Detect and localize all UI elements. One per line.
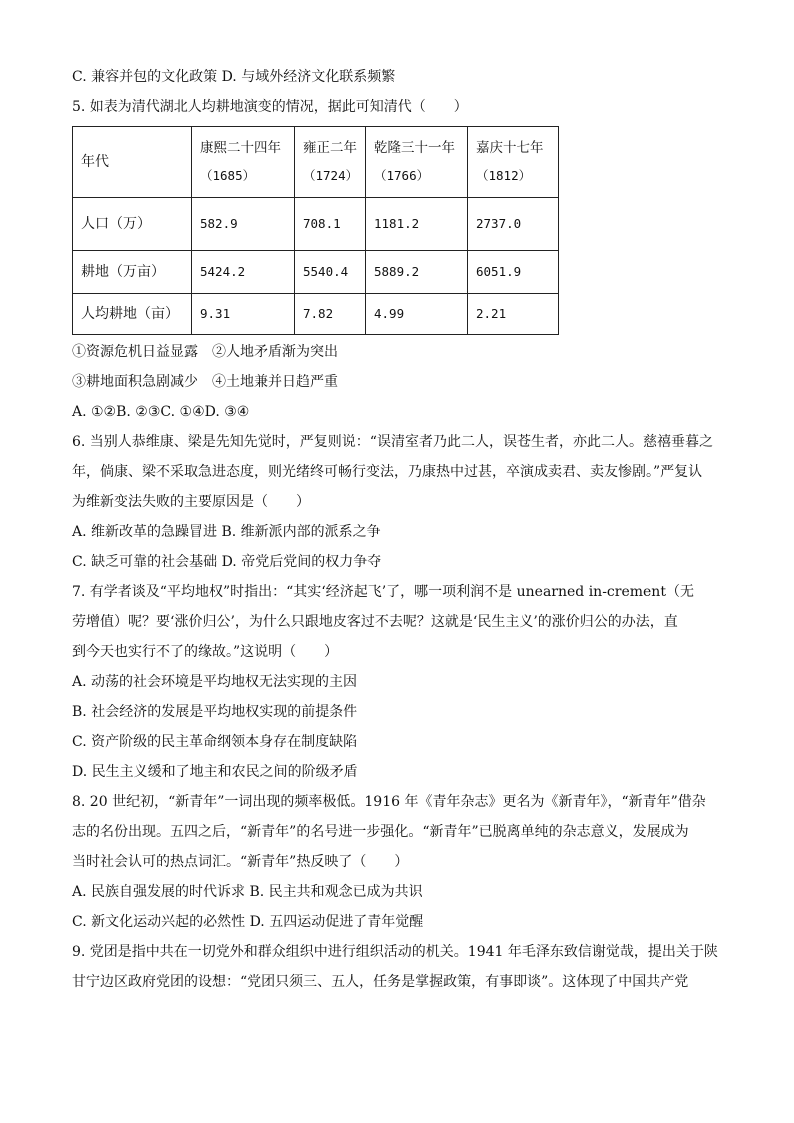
q9-stem-line-1: 9. 党团是指中共在一切党外和群众组织中进行组织活动的机关。1941 年毛泽东致信谢觉哉，提出关于陕 (72, 944, 718, 960)
q8-stem-line-1: 8. 20 世纪初，“新青年”一词出现的频率极低。1916 年《青年杂志》更名为《新青年》，“新青年”借杂 (72, 794, 706, 810)
q8-stem-line-3: 当时社会认可的热点词汇。“新青年”热反映了（ ） (72, 854, 409, 870)
table-row-per-capita (73, 294, 559, 335)
cell-population-1724: 708.1 (295, 198, 366, 251)
row-label-farmland: 耕地（万亩） (73, 251, 192, 294)
q7-stem-line-1: 7. 有学者谈及“平均地权”时指出：“其实‘经济起飞’了，哪一项利润不是 unearned in-crement（无 (72, 584, 694, 600)
exam-page (72, 62, 732, 997)
header-reign-kangxi: 康熙二十四年 (200, 140, 281, 156)
table-row-farmland (73, 251, 559, 294)
row-label-per-capita: 人均耕地（亩） (73, 294, 192, 335)
table-row-population (73, 198, 559, 251)
cell-population-1812: 2737.0 (468, 198, 559, 251)
header-cell-qianlong (366, 127, 468, 198)
q8-option-cd: C. 新文化运动兴起的必然性 D. 五四运动促进了青年觉醒 (72, 914, 424, 930)
cell-population-1685: 582.9 (192, 198, 295, 251)
cell-per-capita-1766: 4.99 (366, 294, 468, 335)
header-reign-jiaqing: 嘉庆十七年 (476, 140, 544, 156)
header-cell-era: 年代 (73, 127, 192, 198)
cell-farmland-1685: 5424.2 (192, 251, 295, 294)
cell-farmland-1724: 5540.4 (295, 251, 366, 294)
cell-farmland-1766: 5889.2 (366, 251, 468, 294)
header-reign-qianlong: 乾隆三十一年 (374, 140, 455, 156)
q6-stem-line-1: 6. 当别人恭维康、梁是先知先觉时，严复则说：“误清室者乃此二人，误苍生者，亦此二人。慈禧垂暮之 (72, 434, 713, 450)
cell-per-capita-1812: 2.21 (468, 294, 559, 335)
row-label-population: 人口（万） (73, 198, 192, 251)
header-year-1766: （1766） (374, 168, 430, 183)
header-reign-yongzheng: 雍正二年 (303, 140, 357, 156)
q6-option-ab: A. 维新改革的急躁冒进 B. 维新派内部的派系之争 (72, 524, 381, 540)
cell-per-capita-1724: 7.82 (295, 294, 366, 335)
cell-per-capita-1685: 9.31 (192, 294, 295, 335)
q5-options: A. ①②B. ②③C. ①④D. ③④ (72, 404, 250, 420)
q6-stem-line-2: 年，倘康、梁不采取急进态度，则光绪终可畅行变法，乃康热中过甚，卒演成卖君、卖友惨剧。”严复认 (72, 464, 703, 480)
table-header-row (73, 127, 559, 198)
q7-option-c: C. 资产阶级的民主革命纲领本身存在制度缺陷 (72, 734, 358, 750)
q5-items-2: ③耕地面积急剧减少 ④土地兼并日趋严重 (72, 374, 338, 390)
cell-farmland-1812: 6051.9 (468, 251, 559, 294)
cell-population-1766: 1181.2 (366, 198, 468, 251)
header-cell-jiaqing (468, 127, 559, 198)
q6-option-cd: C. 缺乏可靠的社会基础 D. 帝党后党间的权力争夺 (72, 554, 382, 570)
q7-stem-line-3: 到今天也实行不了的缘故。”这说明（ ） (72, 644, 339, 660)
header-cell-yongzheng (295, 127, 366, 198)
q6-stem-line-3: 为维新变法失败的主要原因是（ ） (72, 494, 310, 510)
q9-stem-line-2: 甘宁边区政府党团的设想：“党团只须三、五人，任务是掌握政策，有事即谈”。这体现了中国共产党 (72, 974, 689, 990)
header-year-1724: （1724） (303, 168, 359, 183)
q5-items-1: ①资源危机日益显露 ②人地矛盾渐为突出 (72, 344, 338, 360)
q7-option-d: D. 民生主义缓和了地主和农民之间的阶级矛盾 (72, 764, 358, 780)
q7-option-a: A. 动荡的社会环境是平均地权无法实现的主因 (72, 674, 358, 690)
q4-option-cd: C. 兼容并包的文化政策 D. 与域外经济文化联系频繁 (72, 69, 396, 85)
population-farmland-table (72, 126, 559, 335)
q8-stem-line-2: 志的名份出现。五四之后，“新青年”的名号进一步强化。“新青年”已脱离单纯的杂志意义，发展成为 (72, 824, 689, 840)
header-cell-kangxi (192, 127, 295, 198)
q7-stem-line-2: 劳增值）呢？要‘涨价归公’，为什么只跟地皮客过不去呢？这就是‘民生主义’的涨价归公的办法，直 (72, 614, 678, 630)
q5-stem: 5. 如表为清代湖北人均耕地演变的情况，据此可知清代（ ） (72, 99, 468, 115)
q8-option-ab: A. 民族自强发展的时代诉求 B. 民主共和观念已成为共识 (72, 884, 423, 900)
q7-option-b: B. 社会经济的发展是平均地权实现的前提条件 (72, 704, 358, 720)
header-year-1685: （1685） (200, 168, 256, 183)
header-year-1812: （1812） (476, 168, 532, 183)
